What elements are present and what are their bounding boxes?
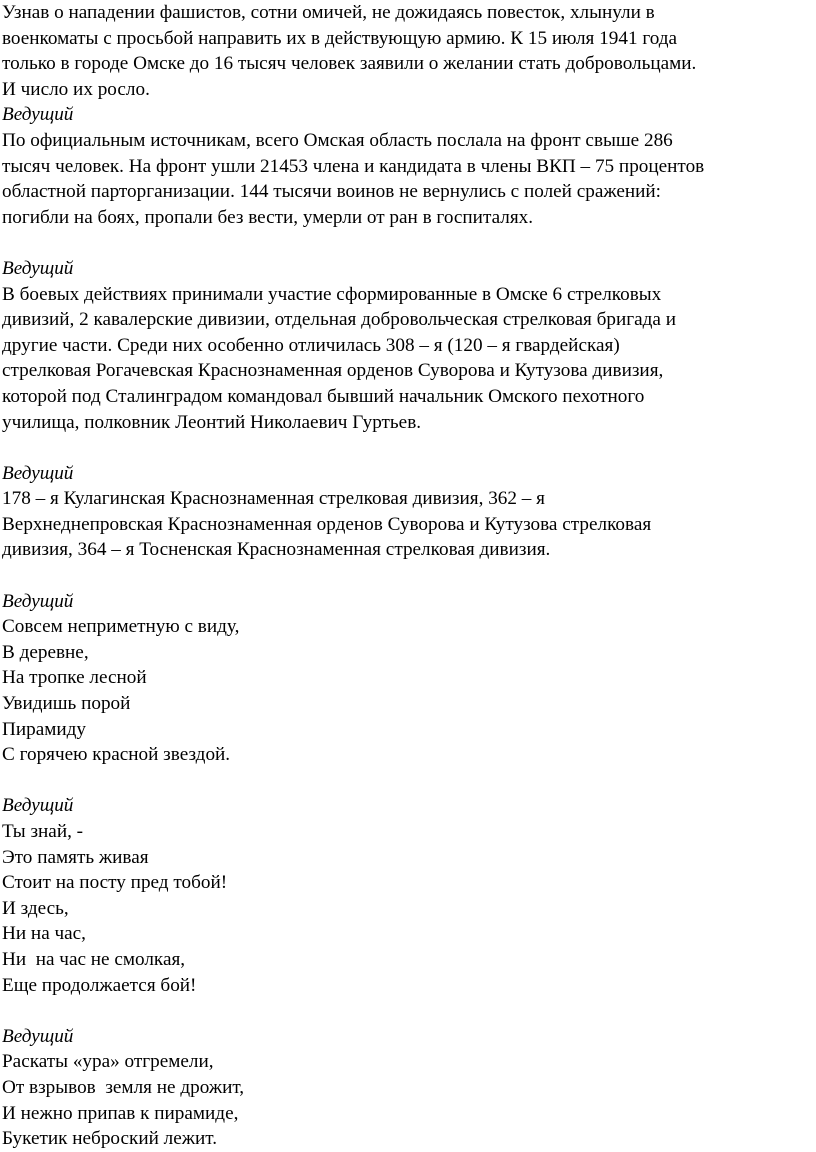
text-line: Узнав о нападении фашистов, сотни омичей, не дожидаясь повесток, хлынули в [2,2,655,23]
text-line: 178 – я Кулагинская Краснознаменная стрелковая дивизия, 362 – я [2,488,545,510]
speaker-block [2,1024,812,1152]
poem-line: Ни на час, [2,923,86,945]
text-line: дивизия, 364 – я Тосненская Краснознаменная стрелковая дивизия. [2,539,551,561]
poem-line: От взрывов земля не дрожит, [2,1076,245,1098]
text-line: которой под Сталинградом командовал бывший начальник Омского пехотного [2,385,645,407]
poem-line: Еще продолжается бой! [2,974,197,996]
poem-line: С горячею красной звездой. [2,744,231,766]
speaker-block [2,793,812,998]
speaker-block [2,102,812,230]
text-line: В боевых действиях принимали участие сформированные в Омске 6 стрелковых [2,283,662,305]
poem-line: И нежно припав к пирамиде, [2,1102,239,1124]
text-line: Верхнеднепровская Краснознаменная орденов Суворова и Кутузова стрелковая [2,513,652,535]
text-line: училища, полковник Леонтий Николаевич Гуртьев. [2,411,422,433]
text-line: дивизий, 2 кавалерские дивизии, отдельная добровольческая стрелковая бригада и [2,309,676,331]
poem-line: Букетик неброский лежит. [2,1128,218,1150]
speaker-label: Ведущий [2,257,74,279]
poem-line: Ни на час не смолкая, [2,948,186,970]
text-line: По официальным источникам, всего Омская область послала на фронт свыше 286 [2,129,673,151]
speaker-block [2,589,812,768]
text-line: областной парторганизации. 144 тысячи воинов не вернулись с полей сражений: [2,181,662,203]
paragraph-spacer [2,768,812,794]
speaker-block [2,461,812,563]
poem-line: Увидишь порой [2,693,131,715]
speaker-label: Ведущий [2,1025,74,1047]
text-line: стрелковая Рогачевская Краснознаменная орденов Суворова и Кутузова дивизия, [2,360,664,382]
paragraph-spacer [2,998,812,1024]
text-line: только в городе Омске до 16 тысяч человек заявили о желании стать добровольцами. [2,53,697,75]
speaker-label: Ведущий [2,462,74,484]
text-line: тысяч человек. На фронт ушли 21453 члена и кандидата в члены ВКП – 75 процентов [2,155,705,177]
speaker-block [2,256,812,435]
document-page [2,0,812,1152]
intro-paragraph [2,0,812,102]
poem-line: Стоит на посту пред тобой! [2,872,228,894]
poem-line: Это память живая [2,846,149,868]
text-line: военкоматы с просьбой направить их в действующую армию. К 15 июля 1941 года [2,27,678,49]
poem-line: На тропке лесной [2,667,147,689]
poem-line: И здесь, [2,897,69,919]
text-line: И число их росло. [2,78,150,100]
poem-line: Совсем неприметную с виду, [2,616,240,638]
speaker-label: Ведущий [2,590,74,612]
speaker-label: Ведущий [2,795,74,817]
paragraph-spacer [2,230,812,256]
text-line: другие части. Среди них особенно отличилась 308 – я (120 – я гвардейская) [2,334,620,356]
poem-line: Пирамиду [2,718,87,740]
paragraph-spacer [2,563,812,589]
paragraph-spacer [2,435,812,461]
poem-line: Раскаты «ура» отгремели, [2,1051,214,1073]
poem-line: Ты знай, - [2,821,84,842]
text-line: погибли на боях, пропали без вести, умерли от ран в госпиталях. [2,206,534,228]
poem-line: В деревне, [2,641,89,663]
speaker-label: Ведущий [2,104,74,126]
